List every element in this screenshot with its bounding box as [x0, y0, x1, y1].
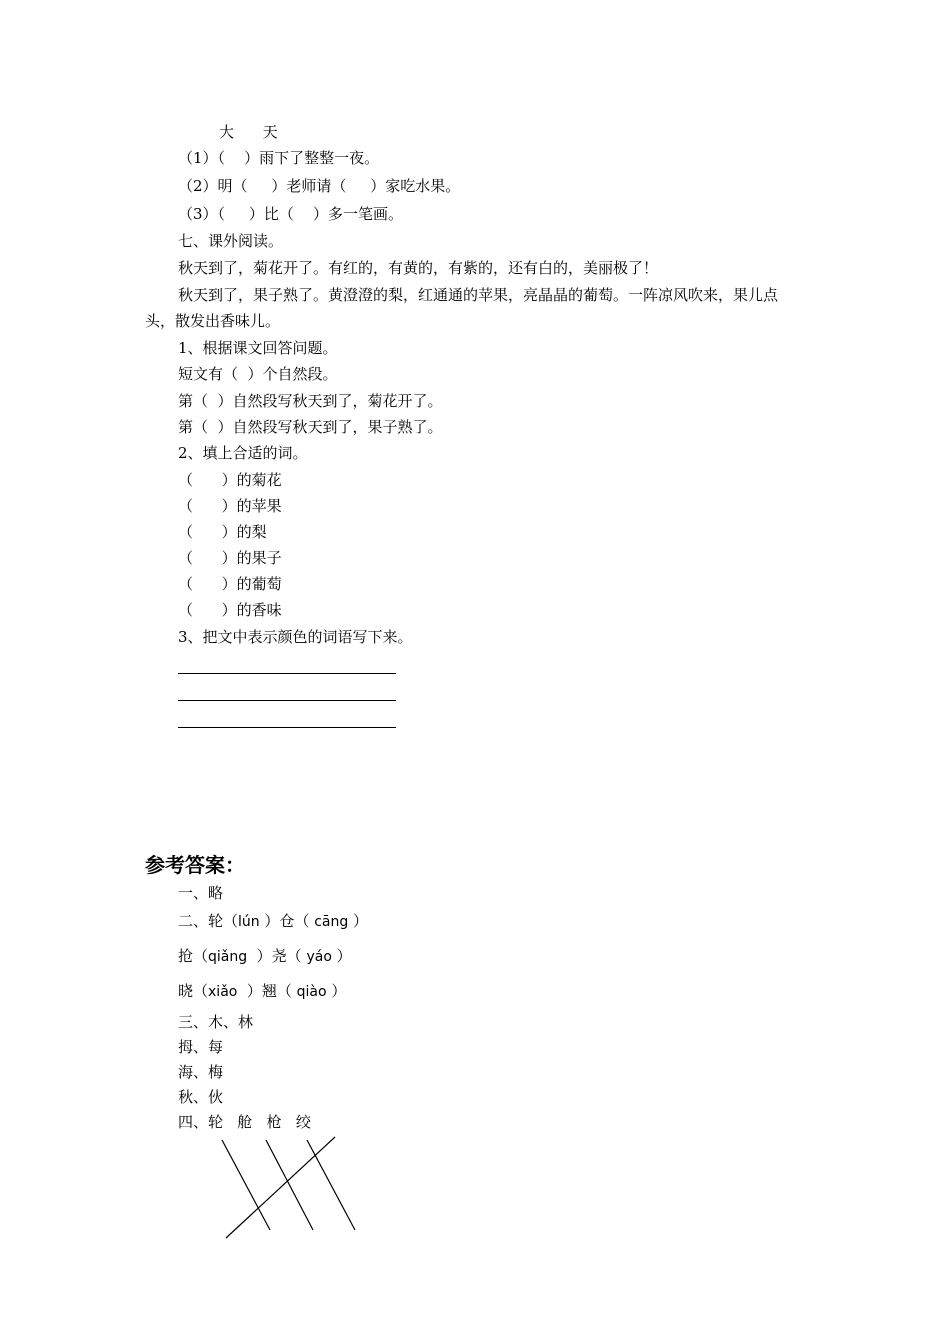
answer-2-line-3: 晓（xiǎo ）翘（ qiào ） [178, 982, 347, 1000]
exercise6-question-1: （1）（ ）雨下了整整一夜。 [178, 149, 380, 167]
fill-item: （ ）的果子 [178, 549, 282, 567]
matching-line [222, 1140, 270, 1230]
exercise7-title: 七、课外阅读。 [178, 232, 284, 250]
question-3-title: 3、把文中表示颜色的词语写下来。 [178, 628, 413, 646]
answer-2-line-1: 二、轮（lún ）仓（ cāng ） [178, 912, 369, 930]
question-1-item-c: 第（ ）自然段写秋天到了，果子熟了。 [178, 418, 443, 436]
answer-2-line-2: 抢（qiǎng ）尧（ yáo ） [178, 947, 352, 965]
reading-paragraph-2-line-1: 秋天到了，果子熟了。黄澄澄的梨，红通通的苹果，亮晶晶的葡萄。一阵凉风吹来，果儿点 [178, 286, 779, 304]
question-2-title: 2、填上合适的词。 [178, 444, 308, 462]
question-1-item-b: 第（ ）自然段写秋天到了，菊花开了。 [178, 392, 443, 410]
exercise6-chars: 大 天 [219, 123, 278, 141]
answer-3-line-2: 拇、每 [178, 1038, 224, 1056]
exercise6-question-3: （3）（ ）比（ ）多一笔画。 [178, 205, 403, 223]
exercise6-question-2: （2）明（ ）老师请（ ）家吃水果。 [178, 177, 461, 195]
answer-1: 一、略 [178, 884, 224, 902]
reading-paragraph-2-line-2: 头，散发出香味儿。 [145, 312, 281, 330]
answer-3-line-4: 秋、伙 [178, 1088, 224, 1106]
fill-item: （ ）的香味 [178, 601, 282, 619]
answer-3-line-3: 海、梅 [178, 1063, 224, 1081]
matching-line [307, 1140, 355, 1230]
fill-item: （ ）的葡萄 [178, 575, 282, 593]
fill-item: （ ）的梨 [178, 523, 267, 541]
question-1-item-a: 短文有（ ）个自然段。 [178, 365, 338, 383]
matching-line [266, 1140, 313, 1230]
question-1-title: 1、根据课文回答问题。 [178, 339, 338, 357]
reading-paragraph-1: 秋天到了，菊花开了。有红的，有黄的，有紫的，还有白的，美丽极了！ [178, 259, 659, 277]
answer-3-line-1: 三、木、林 [178, 1013, 254, 1031]
fill-item: （ ）的苹果 [178, 497, 282, 515]
answers-heading: 参考答案： [145, 853, 245, 877]
answer-4-line: 四、轮 舱 枪 绞 [178, 1113, 311, 1131]
matching-line [226, 1137, 335, 1238]
fill-item: （ ）的菊花 [178, 471, 282, 489]
